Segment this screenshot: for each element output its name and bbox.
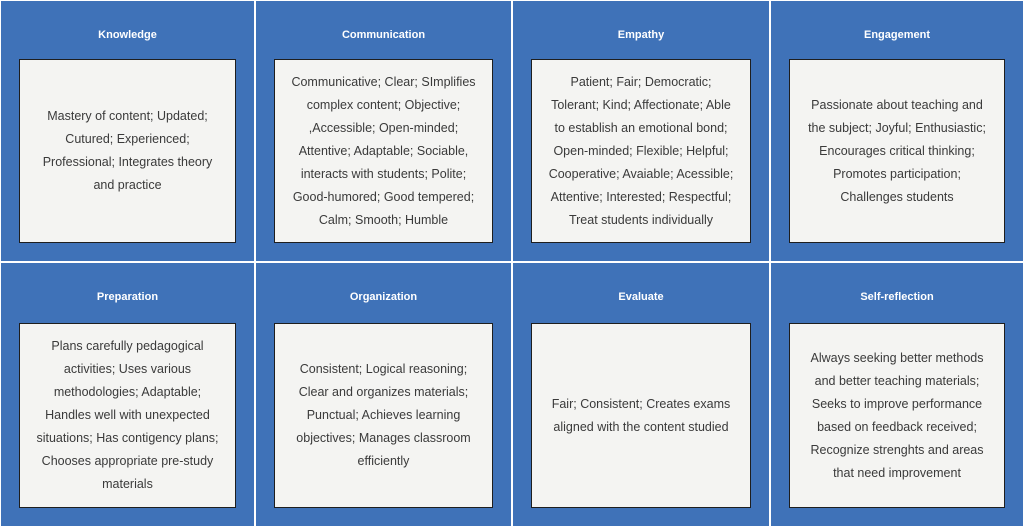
cell-description: Plans carefully pedagogical activities; Uses various methodologies; Adaptable; Handles well with unexpected situations; Has contigency plans; Chooses appropriate pre-study materials [36, 339, 219, 491]
cell-description-box [531, 59, 751, 243]
cell-description: Always seeking better methods and better teaching materials; Seeks to improve performance based on feedback received; Recognize strenghts and areas that need improvement [810, 350, 984, 480]
cell-title: Evaluate [618, 291, 664, 303]
cell-communication [255, 0, 512, 262]
cell-description-box [274, 323, 493, 508]
cell-title: Preparation [96, 291, 159, 303]
cell-description-box [531, 323, 751, 508]
cell-description: Consistent; Logical reasoning; Clear and organizes materials; Punctual; Achieves learning objectives; Manages classroom efficiently [296, 362, 471, 468]
cell-evaluate [512, 262, 770, 527]
cell-title: Knowledge [98, 29, 157, 41]
cell-description-box [789, 323, 1005, 508]
cell-description-box [789, 59, 1005, 243]
cell-description: Communicative; Clear; SImplifies complex content; Objective; ,Accessible; Open-minded; Attentive; Adaptable; Sociable, interacts with students; Polite; Good-humored; Good tempered; Calm; Smooth; Humble [291, 74, 476, 227]
cell-title: Communication [341, 29, 426, 41]
cell-self-reflection [770, 262, 1024, 527]
cell-organization [255, 262, 512, 527]
cell-empathy [512, 0, 770, 262]
cell-description: Patient; Fair; Democratic; Tolerant; Kind; Affectionate; Able to establish an emotional bond; Open-minded; Flexible; Helpful; Cooperative; Avaiable; Acessible; Attentive; Interested; Respectful; Treat students individually [548, 74, 734, 227]
cell-description-box [274, 59, 493, 243]
cell-title: Empathy [617, 29, 665, 41]
cell-description-box [19, 59, 236, 243]
cell-description: Mastery of content; Updated; Cutured; Experienced; Professional; Integrates theory and practice [42, 109, 213, 192]
cell-knowledge [0, 0, 255, 262]
cell-title: Engagement [863, 29, 930, 41]
cell-description: Passionate about teaching and the subject; Joyful; Enthusiastic; Encourages critical thinking; Promotes participation; Challenges students [808, 97, 986, 204]
cell-engagement [770, 0, 1024, 262]
cell-preparation [0, 262, 255, 527]
cell-title: Organization [349, 291, 418, 303]
cell-description-box [19, 323, 236, 508]
cell-description: Fair; Consistent; Creates exams aligned with the content studied [551, 396, 731, 434]
cell-title: Self-reflection [860, 291, 934, 303]
